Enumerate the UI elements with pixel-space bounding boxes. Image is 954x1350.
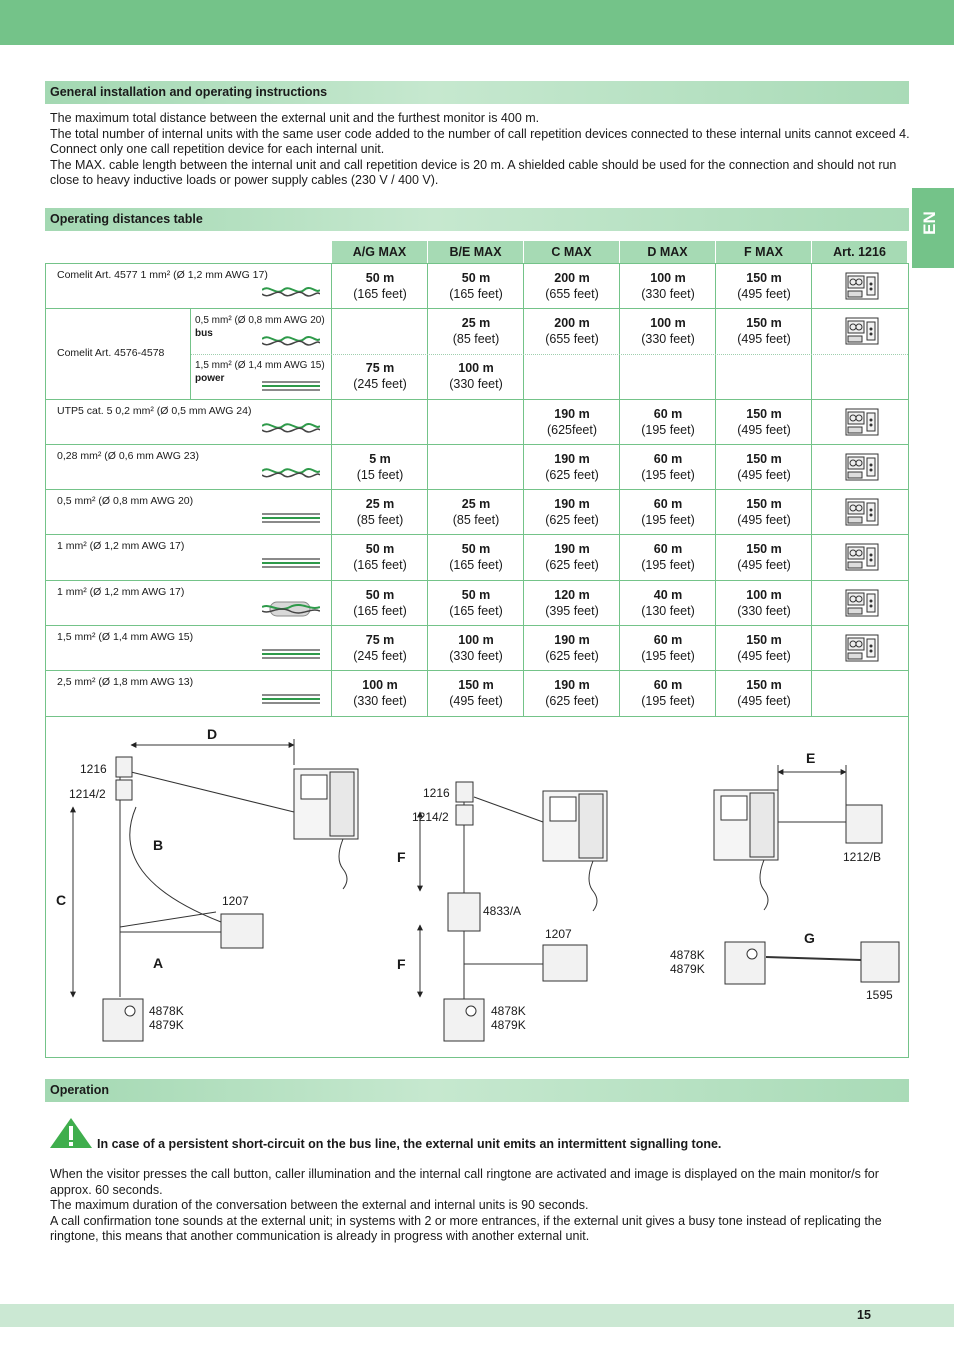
- paragraph: The total number of internal units with the same user code added to the number of call repetition devices connected to these internal units cannot exceed 4. Connect only one call repetition device for each internal unit.: [50, 126, 910, 157]
- distance-meters: 60 m: [653, 542, 683, 556]
- distance-meters: 50 m: [365, 588, 395, 602]
- distance-feet: (195 feet): [641, 557, 695, 572]
- distance-meters: 100 m: [650, 316, 686, 330]
- distance-meters: 60 m: [653, 452, 683, 466]
- label-1207: 1207: [545, 927, 572, 941]
- cable-type-label: 0,28 mm² (Ø 0,6 mm AWG 23): [57, 450, 199, 462]
- label-4878k: 4878K: [670, 948, 705, 962]
- cable-type-label: 0,5 mm² (Ø 0,8 mm AWG 20): [57, 495, 194, 507]
- table-row: [46, 581, 908, 626]
- table-cell: [332, 452, 428, 483]
- table-cell: [620, 678, 716, 709]
- paragraph: A call confirmation tone sounds at the external unit; in systems with 2 or more entrances, if the external unit gives a busy tone instead of replicating the ringtone, this means that another communication is already in progress with another external unit.: [50, 1213, 882, 1244]
- table-header: B/E MAX: [427, 241, 523, 263]
- distance-feet: (495 feet): [737, 331, 791, 346]
- distance-feet: (625 feet): [545, 693, 599, 708]
- table-row: [46, 445, 908, 490]
- distance-meters: 100 m: [458, 361, 494, 375]
- distance-meters: 50 m: [365, 542, 395, 556]
- label-4878k: 4878K: [149, 1004, 184, 1018]
- distance-meters: 150 m: [746, 497, 782, 511]
- distance-meters: 60 m: [653, 407, 683, 421]
- label-4833a: 4833/A: [483, 904, 522, 918]
- art-1216-device-icon: [845, 498, 879, 526]
- distance-feet: (495 feet): [737, 512, 791, 527]
- distance-meters: 50 m: [365, 271, 395, 285]
- external-unit-left: [103, 999, 143, 1041]
- cable-type-label: 1 mm² (Ø 1,2 mm AWG 17): [57, 540, 185, 552]
- distance-feet: (495 feet): [737, 557, 791, 572]
- distance-feet: (245 feet): [353, 648, 407, 663]
- label-1595: 1595: [866, 988, 893, 1002]
- paragraph: The maximum duration of the conversation between the external and internal units is 90 seconds.: [50, 1198, 589, 1213]
- distance-feet: (85 feet): [452, 331, 500, 346]
- table-cell: [716, 271, 812, 302]
- label-f-top: F: [397, 849, 406, 865]
- paragraph: When the visitor presses the call button, caller illumination and the internal call ringtone are activated and image is displayed on the main monitor/s for approx. 60 seconds.: [50, 1167, 879, 1197]
- table-cell: [332, 678, 428, 709]
- label-1214: 1214/2: [69, 787, 106, 801]
- external-unit-right: [725, 942, 765, 984]
- distance-meters: 25 m: [461, 497, 491, 511]
- distance-feet: (165 feet): [449, 557, 503, 572]
- table-cell: [620, 316, 716, 347]
- distance-meters: 150 m: [746, 316, 782, 330]
- cable-twisted-icon: [262, 465, 320, 481]
- distance-feet: (625 feet): [545, 512, 599, 527]
- label-4879k: 4879K: [491, 1018, 526, 1032]
- distance-meters: 150 m: [458, 678, 494, 692]
- cable-parallel-icon: [262, 646, 320, 662]
- distance-meters: 60 m: [653, 633, 683, 647]
- table-cell: [332, 497, 428, 528]
- distance-meters: 100 m: [362, 678, 398, 692]
- cable-type-label: 1,5 mm² (Ø 1,4 mm AWG 15): [57, 631, 194, 643]
- section-title-distances: Operating distances table: [45, 208, 909, 231]
- distance-feet: (165 feet): [449, 603, 503, 618]
- sub-cable-spec: 0,5 mm² (Ø 0,8 mm AWG 20): [195, 315, 325, 326]
- label-1214: 1214/2: [412, 810, 449, 824]
- distance-meters: 150 m: [746, 407, 782, 421]
- external-unit-middle: [444, 999, 484, 1041]
- table-cell: [716, 542, 812, 573]
- distance-meters: 190 m: [554, 407, 590, 421]
- table-cell: [332, 361, 428, 392]
- distance-meters: 50 m: [461, 542, 491, 556]
- cable-twisted-icon: [262, 333, 320, 349]
- table-cell: [428, 271, 524, 302]
- distance-feet: (655 feet): [545, 286, 599, 301]
- distance-meters: 190 m: [554, 542, 590, 556]
- distance-meters: 50 m: [461, 271, 491, 285]
- distance-meters: 190 m: [554, 452, 590, 466]
- distance-meters: 40 m: [653, 588, 683, 602]
- table-cell: [428, 542, 524, 573]
- table-cell: [332, 633, 428, 664]
- table-row: [46, 309, 908, 400]
- art-1216-device-icon: [845, 272, 879, 300]
- table-cell: [524, 271, 620, 302]
- label-d: D: [207, 726, 218, 742]
- distance-feet: (15 feet): [356, 467, 404, 482]
- table-cell: [716, 678, 812, 709]
- device-1595: [861, 942, 899, 982]
- table-cell: [524, 407, 620, 438]
- label-1212b: 1212/B: [843, 850, 882, 864]
- cable-type-label: Comelit Art. 4576-4578: [57, 347, 165, 359]
- distance-feet: (85 feet): [452, 512, 500, 527]
- table-cell: [524, 452, 620, 483]
- distance-feet: (395 feet): [545, 603, 599, 618]
- cable-parallel-icon: [262, 691, 320, 707]
- label-c: C: [56, 892, 67, 908]
- warning-triangle-icon: [49, 1117, 93, 1149]
- table-cell: [524, 633, 620, 664]
- label-f-bottom: F: [397, 956, 406, 972]
- distance-meters: 75 m: [365, 633, 395, 647]
- art-1216-device-icon: [845, 453, 879, 481]
- device-1214-left: [116, 780, 132, 800]
- distance-feet: (130 feet): [641, 603, 695, 618]
- cable-type-label: 2,5 mm² (Ø 1,8 mm AWG 13): [57, 676, 194, 688]
- sub-cable-tag: bus: [195, 328, 213, 339]
- distance-meters: 190 m: [554, 633, 590, 647]
- distance-feet: (165 feet): [353, 557, 407, 572]
- table-cell: [332, 542, 428, 573]
- table-cell: [332, 588, 428, 619]
- distance-feet: (195 feet): [641, 467, 695, 482]
- distance-meters: 60 m: [653, 497, 683, 511]
- table-header: D MAX: [619, 241, 715, 263]
- cable-twisted-icon: [262, 284, 320, 300]
- distance-meters: 5 m: [369, 452, 391, 466]
- device-1216-middle: [456, 782, 473, 802]
- distance-meters: 25 m: [461, 316, 491, 330]
- cable-type-label: Comelit Art. 4577 1 mm² (Ø 1,2 mm AWG 17): [57, 269, 268, 281]
- footer-bar: [0, 1304, 954, 1327]
- table-body: [45, 263, 909, 717]
- section-title-general: General installation and operating instructions: [45, 81, 909, 104]
- distance-feet: (195 feet): [641, 693, 695, 708]
- distance-meters: 150 m: [746, 542, 782, 556]
- label-a: A: [153, 955, 164, 971]
- table-cell: [428, 588, 524, 619]
- distance-feet: (195 feet): [641, 512, 695, 527]
- table-row: [46, 535, 908, 581]
- device-1207-middle: [543, 945, 587, 981]
- table-cell: [428, 678, 524, 709]
- table-cell: [620, 633, 716, 664]
- table-cell: [332, 271, 428, 302]
- section-title-operation: Operation: [45, 1079, 909, 1102]
- table-cell: [620, 542, 716, 573]
- cable-parallel-icon: [262, 555, 320, 571]
- paragraph: The MAX. cable length between the internal unit and call repetition device is 20 m. A shielded cable should be used for the connection and should not run close to heavy inductive loads or power supply cables (230 V / 400 V).: [50, 157, 897, 188]
- label-1207: 1207: [222, 894, 249, 908]
- art-1216-device-icon: [845, 408, 879, 436]
- sub-cable-tag: power: [195, 373, 225, 384]
- table-header: F MAX: [715, 241, 811, 263]
- distance-meters: 150 m: [746, 271, 782, 285]
- device-1207-left: [221, 914, 263, 948]
- table-cell: [620, 452, 716, 483]
- table-header: A/G MAX: [331, 241, 427, 263]
- table-cell: [524, 497, 620, 528]
- sub-row-divider: [191, 354, 908, 355]
- table-header: Art. 1216: [811, 241, 907, 263]
- art-1216-device-icon: [845, 317, 879, 345]
- table-cell: [428, 361, 524, 392]
- cable-parallel-icon: [262, 510, 320, 526]
- distance-feet: (165 feet): [353, 286, 407, 301]
- distance-feet: (245 feet): [353, 376, 407, 391]
- device-1212: [846, 805, 882, 843]
- distance-feet: (495 feet): [737, 422, 791, 437]
- distance-meters: 60 m: [653, 678, 683, 692]
- label-e: E: [806, 750, 816, 766]
- distance-feet: (625 feet): [545, 467, 599, 482]
- distance-meters: 100 m: [458, 633, 494, 647]
- distance-feet: (85 feet): [356, 512, 404, 527]
- distance-feet: (495 feet): [737, 693, 791, 708]
- table-cell: [620, 588, 716, 619]
- table-cell: [524, 542, 620, 573]
- device-1216-left: [116, 757, 132, 777]
- distance-feet: (330 feet): [641, 286, 695, 301]
- language-tab[interactable]: EN: [912, 188, 954, 268]
- operation-text: [50, 1167, 910, 1245]
- table-cell: [428, 497, 524, 528]
- label-4879k: 4879K: [670, 962, 705, 976]
- label-1216: 1216: [423, 786, 450, 800]
- label-1216: 1216: [80, 762, 107, 776]
- art-1216-device-icon: [845, 634, 879, 662]
- distance-meters: 190 m: [554, 678, 590, 692]
- table-row: [46, 490, 908, 535]
- distance-meters: 150 m: [746, 452, 782, 466]
- label-g: G: [804, 930, 815, 946]
- distance-meters: 75 m: [365, 361, 395, 375]
- table-cell: [716, 633, 812, 664]
- distance-meters: 150 m: [746, 633, 782, 647]
- table-header: C MAX: [523, 241, 619, 263]
- distance-feet: (625 feet): [545, 648, 599, 663]
- table-cell: [716, 407, 812, 438]
- distance-feet: (495 feet): [737, 467, 791, 482]
- distance-feet: (195 feet): [641, 422, 695, 437]
- wiring-diagram: [45, 717, 909, 1058]
- label-4878k: 4878K: [491, 1004, 526, 1018]
- distance-meters: 200 m: [554, 316, 590, 330]
- table-row: [46, 626, 908, 671]
- distance-feet: (165 feet): [449, 286, 503, 301]
- art-1216-device-icon: [845, 589, 879, 617]
- table-cell: [524, 316, 620, 347]
- distance-meters: 100 m: [746, 588, 782, 602]
- cable-type-label: UTP5 cat. 5 0,2 mm² (Ø 0,5 mm AWG 24): [57, 405, 252, 417]
- device-1214-middle: [456, 805, 473, 825]
- top-header-bar: [0, 0, 954, 45]
- distance-feet: (330 feet): [449, 648, 503, 663]
- cable-shielded-icon: [262, 601, 320, 617]
- distance-meters: 190 m: [554, 497, 590, 511]
- table-cell: [716, 588, 812, 619]
- distance-feet: (625 feet): [545, 557, 599, 572]
- page-number: 15: [857, 1308, 871, 1322]
- table-row: [46, 671, 908, 716]
- art-1216-device-icon: [845, 543, 879, 571]
- table-cell: [428, 633, 524, 664]
- table-cell: [620, 497, 716, 528]
- distance-feet: (625feet): [546, 422, 598, 437]
- distance-meters: 50 m: [461, 588, 491, 602]
- table-cell: [620, 407, 716, 438]
- table-cell: [620, 271, 716, 302]
- distance-feet: (195 feet): [641, 648, 695, 663]
- table-cell: [428, 316, 524, 347]
- table-cell: [716, 452, 812, 483]
- monitor-middle: [543, 791, 607, 911]
- table-cell: [524, 678, 620, 709]
- table-cell: [524, 588, 620, 619]
- warning-text: In case of a persistent short-circuit on the bus line, the external unit emits an intermittent signalling tone.: [97, 1137, 722, 1151]
- distance-meters: 25 m: [365, 497, 395, 511]
- distance-feet: (330 feet): [353, 693, 407, 708]
- paragraph: The maximum total distance between the external unit and the furthest monitor is 400 m.: [50, 111, 540, 125]
- table-row: [46, 264, 908, 309]
- label-4879k: 4879K: [149, 1018, 184, 1032]
- monitor-left: [294, 769, 358, 889]
- distance-feet: (495 feet): [449, 693, 503, 708]
- distance-meters: 120 m: [554, 588, 590, 602]
- distance-feet: (330 feet): [641, 331, 695, 346]
- distance-meters: 150 m: [746, 678, 782, 692]
- distance-feet: (330 feet): [737, 603, 791, 618]
- table-row: [46, 400, 908, 445]
- distance-meters: 200 m: [554, 271, 590, 285]
- cable-twisted-icon: [262, 420, 320, 436]
- label-b: B: [153, 837, 164, 853]
- table-cell: [716, 497, 812, 528]
- cable-type-label: 1 mm² (Ø 1,2 mm AWG 17): [57, 586, 185, 598]
- cable-parallel-icon: [262, 378, 320, 394]
- device-4833: [448, 893, 480, 931]
- monitor-right: [714, 790, 778, 910]
- distance-meters: 100 m: [650, 271, 686, 285]
- distance-feet: (495 feet): [737, 648, 791, 663]
- distance-feet: (495 feet): [737, 286, 791, 301]
- sub-cable-spec: 1,5 mm² (Ø 1,4 mm AWG 15): [195, 360, 325, 371]
- general-instructions-text: [50, 111, 910, 189]
- table-cell: [716, 316, 812, 347]
- distance-feet: (330 feet): [449, 376, 503, 391]
- distance-feet: (165 feet): [353, 603, 407, 618]
- distance-feet: (655 feet): [545, 331, 599, 346]
